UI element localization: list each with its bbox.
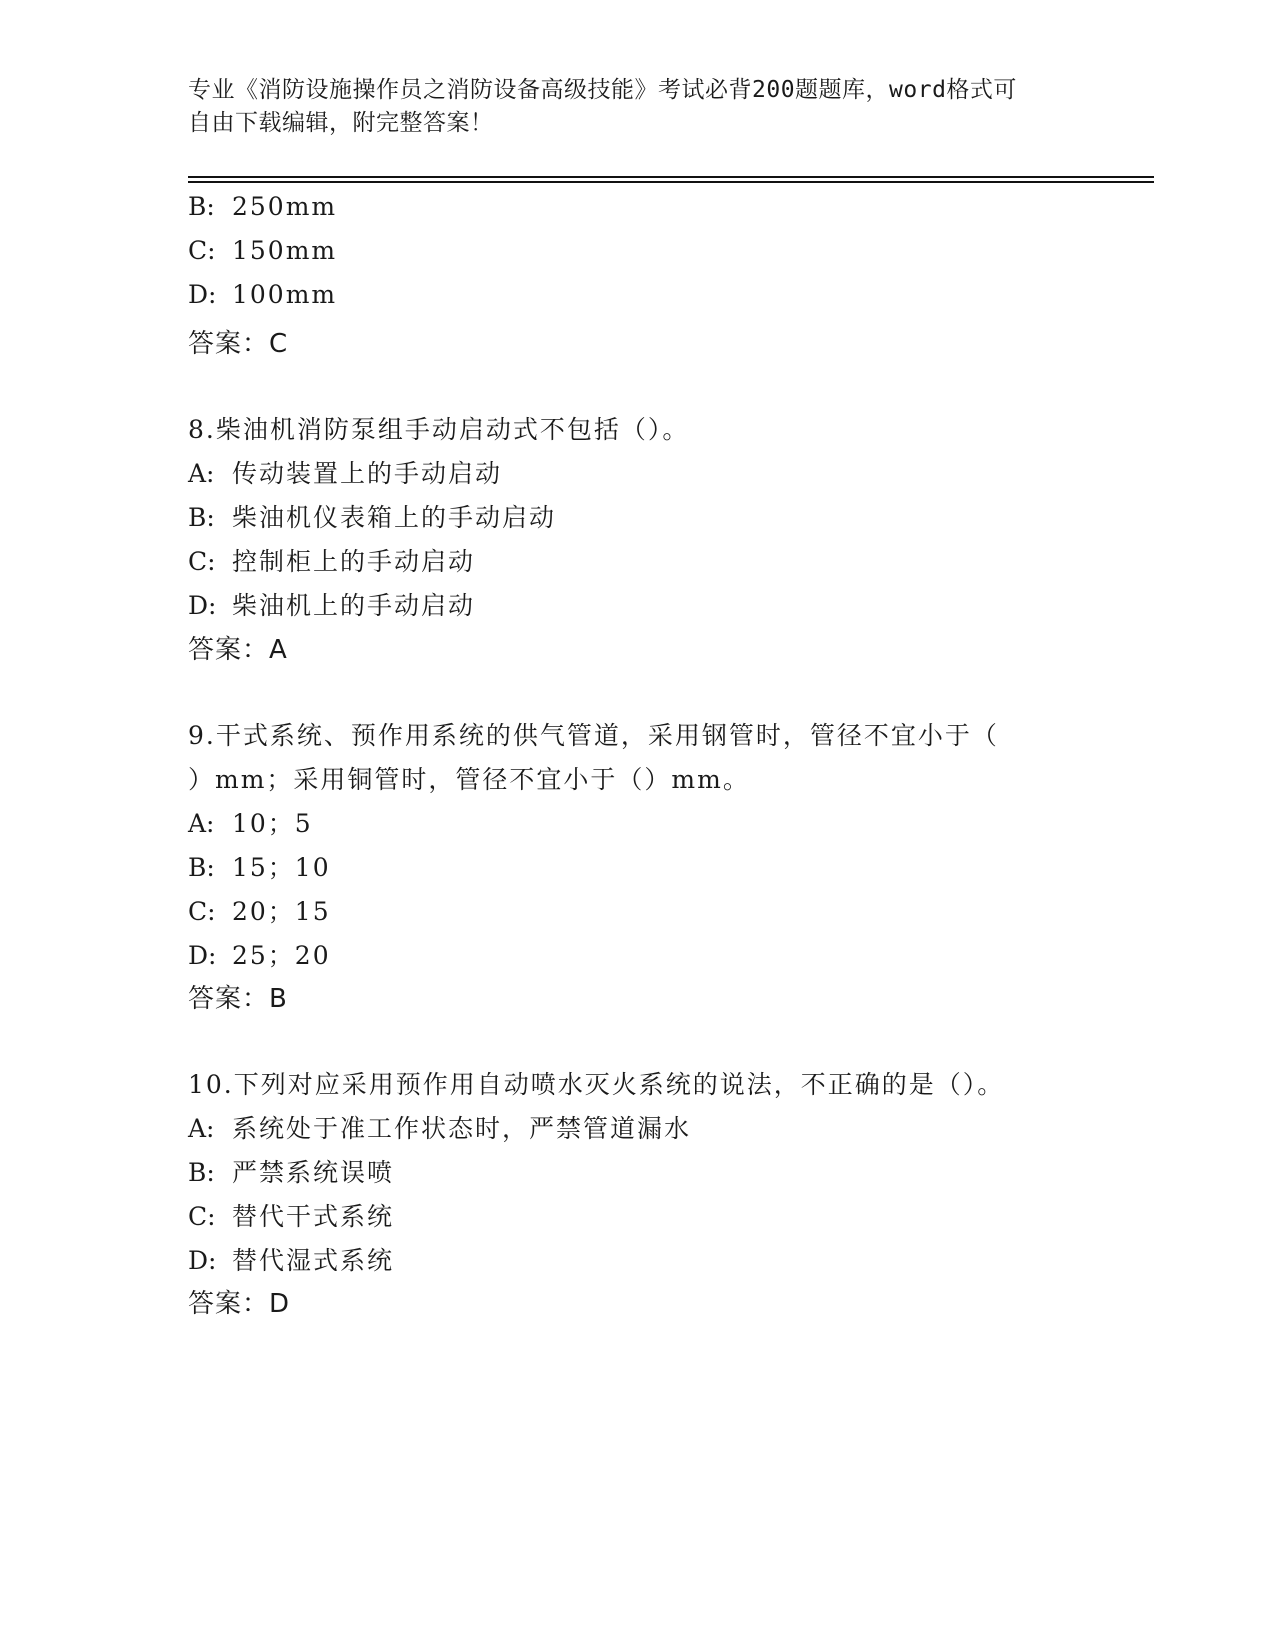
option-key: C: (188, 897, 216, 926)
option-d (188, 1241, 394, 1277)
option-key: B: (188, 503, 215, 532)
question-stem: 8.柴油机消防泵组手动启动式不包括（）。 (188, 415, 690, 444)
option-text: 柴油机上的手动启动 (232, 591, 476, 620)
option-text: 传动装置上的手动启动 (232, 459, 503, 488)
option-text: 替代湿式系统 (232, 1246, 395, 1275)
option-key: D: (188, 591, 217, 620)
option-key: D: (188, 941, 217, 970)
question-stem-line-1: 9.干式系统、预作用系统的供气管道，采用钢管时，管径不宜小于（ (188, 721, 999, 750)
option-text: 250mm (232, 192, 338, 221)
option-text: 控制柜上的手动启动 (232, 547, 476, 576)
header-rule-top (188, 176, 1154, 178)
option-key: C: (188, 1202, 216, 1231)
option-a (188, 1109, 691, 1145)
option-text: 100mm (232, 280, 338, 309)
option-b (188, 498, 556, 534)
option-key: A: (188, 1114, 215, 1143)
page-header (188, 74, 1068, 140)
option-text: 150mm (232, 236, 338, 265)
answer-line: 答案：B (188, 984, 288, 1014)
option-d (188, 280, 337, 309)
option-c (188, 892, 331, 928)
option-a (188, 804, 313, 840)
option-key: D: (188, 280, 217, 309)
option-b (188, 1153, 394, 1189)
option-key: A: (188, 459, 215, 488)
header-line-2: 自由下载编辑，附完整答案！ (188, 110, 494, 136)
option-key: C: (188, 547, 216, 576)
option-text: 15；10 (232, 853, 331, 882)
header-line-1: 专业《消防设施操作员之消防设备高级技能》考试必背200题题库，word格式可 (188, 77, 1017, 103)
option-text: 25；20 (232, 941, 331, 970)
option-text: 系统处于准工作状态时，严禁管道漏水 (232, 1114, 692, 1143)
option-key: B: (188, 192, 215, 221)
header-rule-bottom (188, 181, 1154, 183)
option-key: A: (188, 809, 215, 838)
answer-line: 答案：D (188, 1289, 291, 1319)
question-stem: 10.下列对应采用预作用自动喷水灭火系统的说法，不正确的是（）。 (188, 1070, 1005, 1099)
question-stem-line-2: ）mm；采用铜管时，管径不宜小于（）mm。 (188, 765, 750, 794)
option-a (188, 454, 502, 490)
option-key: C: (188, 236, 216, 265)
option-c (188, 1197, 394, 1233)
option-key: D: (188, 1246, 217, 1275)
option-text: 柴油机仪表箱上的手动启动 (232, 503, 557, 532)
option-b (188, 192, 337, 221)
option-c (188, 542, 475, 578)
option-b (188, 848, 331, 884)
option-key: B: (188, 1158, 215, 1187)
option-c (188, 236, 337, 265)
option-d (188, 586, 475, 622)
option-key: B: (188, 853, 215, 882)
option-text: 严禁系统误喷 (232, 1158, 395, 1187)
option-text: 10；5 (232, 809, 313, 838)
answer-line: 答案：C (188, 329, 289, 359)
answer-line: 答案：A (188, 635, 288, 665)
option-d (188, 936, 331, 972)
option-text: 替代干式系统 (232, 1202, 395, 1231)
option-text: 20；15 (232, 897, 331, 926)
